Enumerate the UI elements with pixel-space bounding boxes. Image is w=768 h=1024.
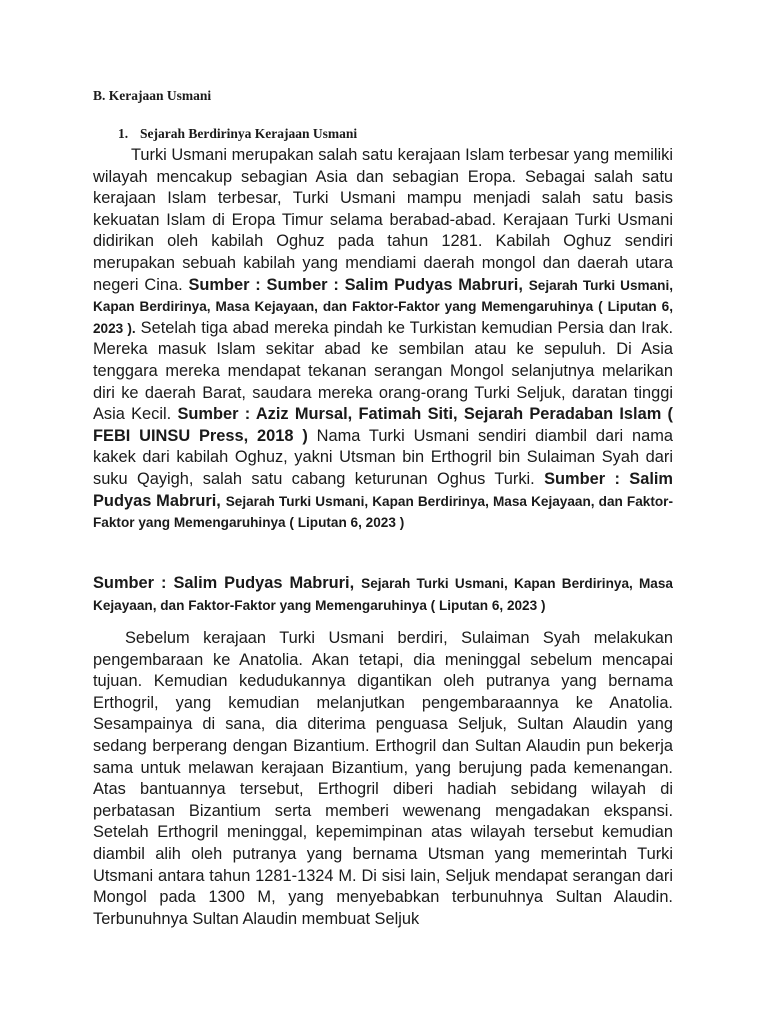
paragraph-1-text-c: Nama Turki Usmani sendiri diambil dari nama kakek dari kabilah Oghuz, yakni Utsman bin Erthogril bin Sulaiman Syah dari suku Qayigh, salah satu cabang keturunan Oghus Turki. xyxy=(93,426,673,488)
citation-4-author: Sumber : Salim Pudyas Mabruri, xyxy=(93,574,355,592)
subsection-title: Sejarah Berdirinya Kerajaan Usmani xyxy=(140,126,358,141)
citation-2: Sumber : Aziz Mursal, Fatimah Siti, Sejarah Peradaban Islam ( FEBI UINSU Press, 2018 ) xyxy=(93,405,673,445)
paragraph-3-text: Sebelum kerajaan Turki Usmani berdiri, Sulaiman Syah melakukan pengembaraan ke Anatolia. Akan tetapi, dia meninggal sebelum mencapai tujuan. Kemudian kedudukannya digantikan oleh putranya yang bernama Erthogril, yang kemudian melanjutkan pengembaraannya ke Anatolia. Sesampainya di sana, dia diterima penguasa Seljuk, Sultan Alaudin yang sedang berperang dengan Bizantium. Erthogril dan Sultan Alaudin pun bekerja sama untuk melawan kerajaan Bizantium, yang berujung pada kemenangan. Atas bantuannya tersebut, Erthogril diberi hadiah sebidang wilayah di perbatasan Bizantium serta memberi wewenang mengadakan ekspansi. Setelah Erthogril meninggal, kepemimpinan atas wilayah tersebut kemudian diambil alih oleh putranya yang bernama Utsman yang memerintah Turki Utsmani antara tahun 1281-1324 M. Di sisi lain, Seljuk mendapat serangan dari Mongol pada 1300 M, yang menyebabkan terbunuhnya Sultan Alaudin. Terbunuhnya Sultan Alaudin membuat Seljuk xyxy=(93,629,673,928)
citation-3-title: Sejarah Turki Usmani, Kapan Berdirinya, Masa Kejayaan, dan Faktor-Faktor yang Memengaruhinya ( Liputan 6, 2023 ) xyxy=(93,493,673,531)
paragraph-1-text-b: Setelah tiga abad mereka pindah ke Turkistan kemudian Persia dan Irak. Mereka masuk Islam sekitar abad ke sembilan atau ke sepuluh. Di Asia tenggara mereka mendapat tekanan serangan Mongol selanjutnya melarikan diri ke daerah Barat, saudara mereka orang-orang Turki Seljuk, daratan tinggi Asia Kecil. xyxy=(93,318,673,424)
paragraph-3 xyxy=(93,628,673,930)
subsection-number: 1. xyxy=(118,126,129,141)
paragraph-1 xyxy=(93,145,673,534)
paragraph-2 xyxy=(93,573,673,616)
citation-1-author: Sumber : Sumber : Salim Pudyas Mabruri, xyxy=(188,275,523,294)
citation-4-title: Sejarah Turki Usmani, Kapan Berdirinya, Masa Kejayaan, dan Faktor-Faktor yang Memengaruhinya ( Liputan 6, 2023 ) xyxy=(93,576,673,613)
citation-3-author: Sumber : Salim Pudyas Mabruri, xyxy=(93,469,673,510)
section-heading: B. Kerajaan Usmani xyxy=(93,88,212,103)
citation-1-title: Sejarah Turki Usmani, Kapan Berdirinya, Masa Kejayaan, dan Faktor-Faktor yang Memengaruhinya ( Liputan 6, 2023 ). xyxy=(93,277,674,336)
paragraph-1-text-a: Turki Usmani merupakan salah satu kerajaan Islam terbesar yang memiliki wilayah mencakup sebagian Asia dan sebagian Eropa. Sebagai salah satu kerajaan Islam terbesar, Turki Usmani mampu menjadi salah satu basis kekuatan Islam di Eropa Timur selama berabad-abad. Kerajaan Turki Usmani didirikan oleh kabilah Oghuz pada tahun 1281. Kabilah Oghuz sendiri merupakan sebuah kabilah yang mendiami daerah mongol dan daerah utara negeri Cina. xyxy=(93,146,673,294)
subsection-heading xyxy=(118,126,357,142)
